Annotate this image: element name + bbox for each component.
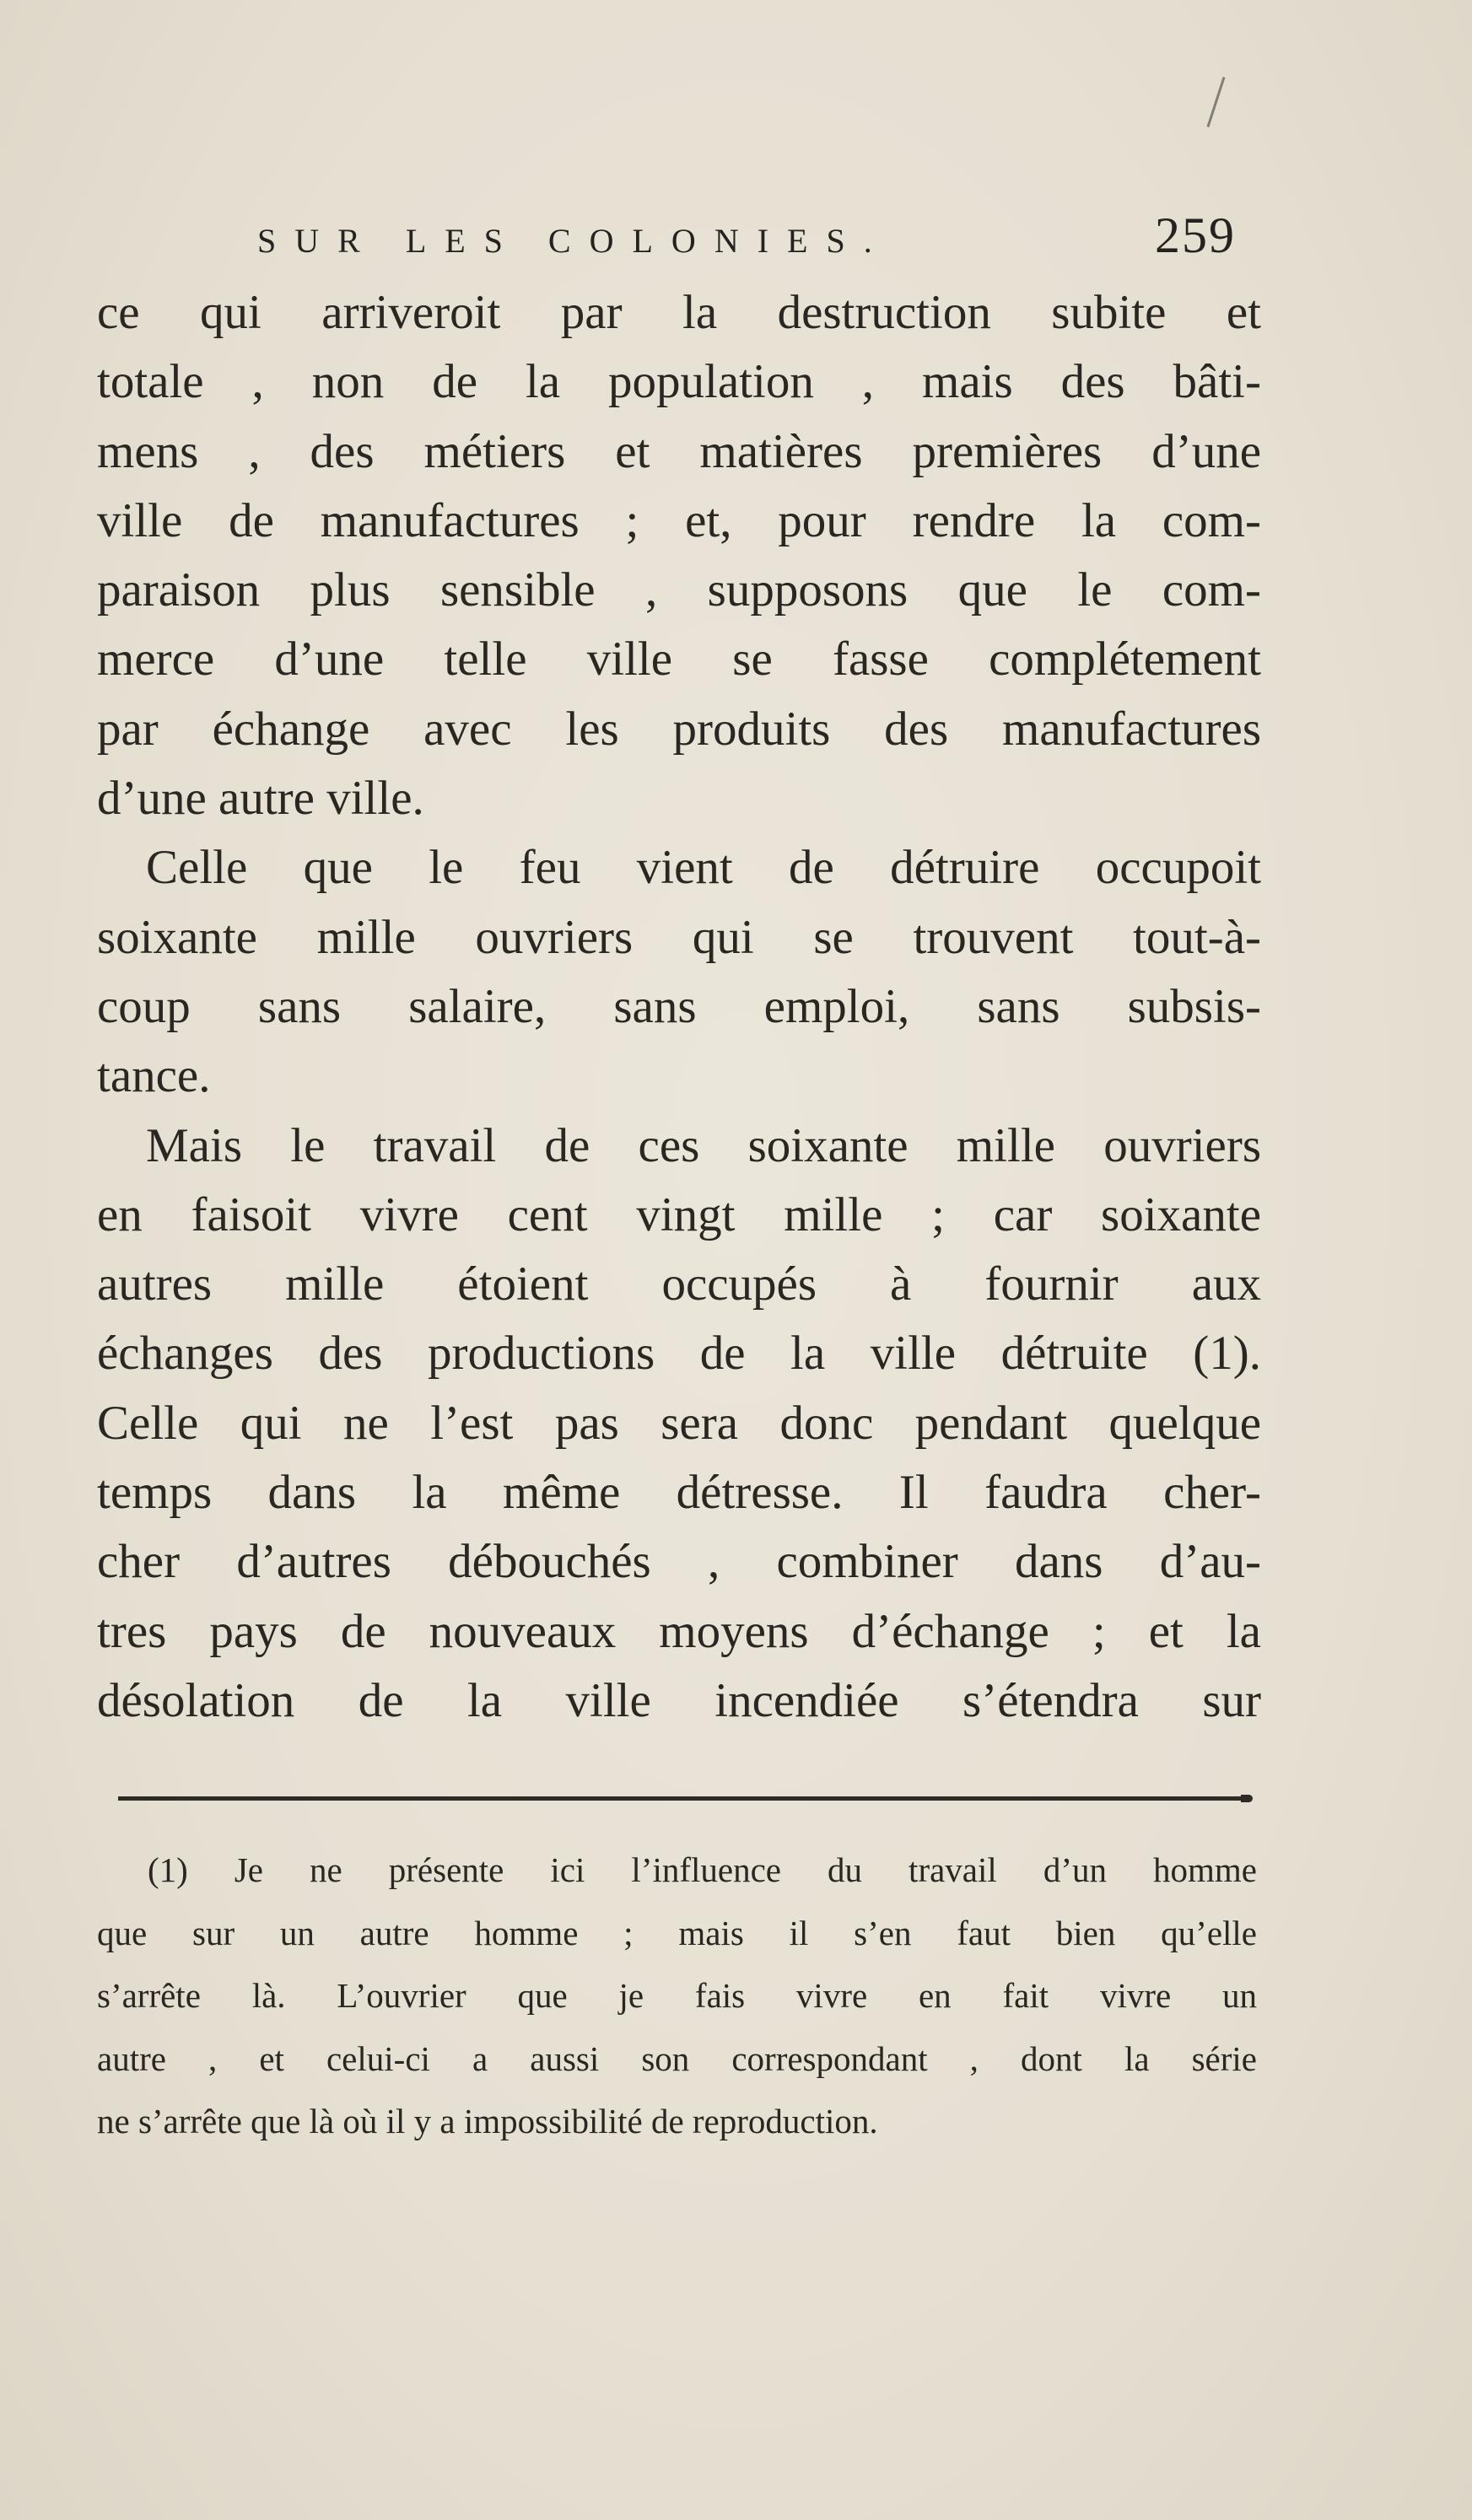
body-line: ville de manufactures ; et, pour rendre la com- bbox=[97, 493, 1261, 547]
page-number: 259 bbox=[1155, 207, 1236, 263]
body-line: d’une autre ville. bbox=[97, 772, 424, 826]
body-line: mens , des métiers et matières premières d’une bbox=[97, 424, 1261, 478]
body-line: temps dans la même détresse. Il faudra cher- bbox=[97, 1466, 1261, 1520]
body-line: cher d’autres débouchés , combiner dans d’au- bbox=[97, 1535, 1261, 1589]
body-line: coup sans salaire, sans emploi, sans subsis- bbox=[97, 979, 1261, 1033]
body-line: par échange avec les produits des manufactures bbox=[97, 702, 1261, 756]
footnote bbox=[97, 1839, 1257, 2153]
body-line: Celle que le feu vient de détruire occupoit bbox=[146, 841, 1261, 895]
body-line: Mais le travail de ces soixante mille ouvriers bbox=[146, 1118, 1261, 1172]
body-line: désolation de la ville incendiée s’étendra sur bbox=[97, 1673, 1261, 1727]
body-line: soixante mille ouvriers qui se trouvent tout-à- bbox=[97, 910, 1261, 964]
body-line: ce qui arriveroit par la destruction subite et bbox=[97, 286, 1261, 339]
body-line: autres mille étoient occupés à fournir aux bbox=[97, 1257, 1261, 1311]
running-head bbox=[257, 207, 1236, 266]
body-line: paraison plus sensible , supposons que le com- bbox=[97, 563, 1261, 617]
stray-pencil-mark bbox=[1206, 77, 1225, 127]
body-line: tance. bbox=[97, 1049, 211, 1103]
footnote-line: (1) Je ne présente ici l’influence du travail d’un homme bbox=[148, 1850, 1257, 1889]
footnote-line: que sur un autre homme ; mais il s’en faut bien qu’elle bbox=[97, 1913, 1257, 1952]
body-line: en faisoit vivre cent vingt mille ; car soixante bbox=[97, 1187, 1261, 1241]
body-line: tres pays de nouveaux moyens d’échange ; et la bbox=[97, 1604, 1261, 1658]
footnote-line: autre , et celui-ci a aussi son correspondant , dont la série bbox=[97, 2038, 1257, 2078]
body-line: merce d’une telle ville se fasse complétement bbox=[97, 633, 1261, 687]
body-line: totale , non de la population , mais des bâti- bbox=[97, 355, 1261, 409]
running-title: SUR LES COLONIES. bbox=[257, 222, 891, 260]
footnote-rule bbox=[118, 1796, 1244, 1801]
footnote-line: ne s’arrête que là où il y a impossibilité de reproduction. bbox=[97, 2102, 878, 2140]
body-line: échanges des productions de la ville détruite (1). bbox=[97, 1327, 1261, 1381]
body-text bbox=[97, 278, 1261, 1736]
body-line: Celle qui ne l’est pas sera donc pendant quelque bbox=[97, 1396, 1261, 1450]
footnote-line: s’arrête là. L’ouvrier que je fais vivre en fait vivre un bbox=[97, 1976, 1257, 2015]
